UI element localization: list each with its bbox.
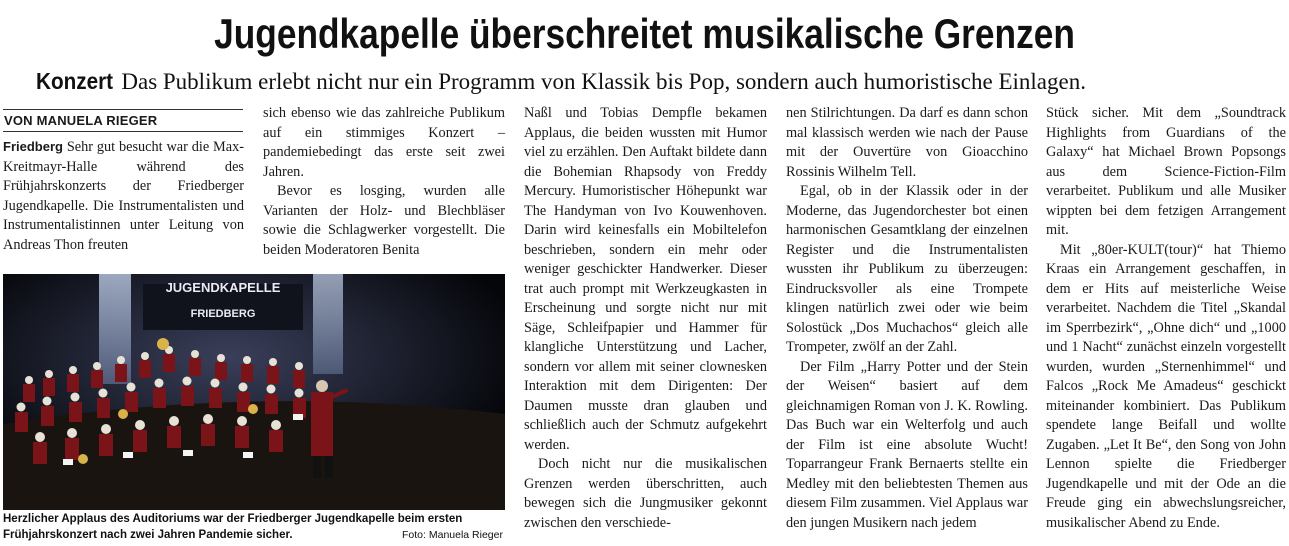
banner-line-1: JUGENDKAPELLE <box>165 280 281 295</box>
column-4 <box>786 104 1028 533</box>
subheadline <box>36 66 1276 97</box>
paragraph: sich ebenso wie das zahlreiche Publikum auf ein stimmiges Konzert – pandemiebedingt das erste seit zwei Jahren. <box>263 105 505 180</box>
paragraph <box>3 137 244 255</box>
byline: VON MANUELA RIEGER <box>4 113 158 128</box>
paragraph: Bevor es losging, wurden alle Varianten der Holz- und Blechbläser sowie die Schlagwerker vorgestellt. Die beiden Moderatoren Benita <box>263 183 505 258</box>
kicker: Konzert <box>36 68 114 94</box>
byline-rule-top <box>3 109 243 110</box>
photo-credit: Foto: Manuela Rieger <box>402 529 503 541</box>
column-5 <box>1046 104 1286 533</box>
paragraph: Mit „80er-KULT(tour)“ hat Thiemo Kraas ein Arrangement geschaffen, in dem er Hits auf meisterliche Weise verarbeitet. Nachdem die Titel „Skandal im Sperrbezirk“, „Ohne dich“ und „1000 und 1 Nacht“ zunächst einzeln vorgestellt wurden, wurden „Sternenhimmel“ und Falcos „Rock Me Amadeus“ geschickt miteinander kombiniert. Das Publikum spendete lange Beifall und wollte Zugaben. „Let It Be“, den Song von John Lennon spielte die Friedberger Jugendkapelle und mit der Ode an die Freude ging ein abwechslungsreicher, musikalischer Abend zu Ende. <box>1046 241 1286 531</box>
caption-text: Herzlicher Applaus des Auditoriums war der Friedberger Jugendkapelle beim ersten Frühjahrskonzert nach zwei Jahren Pandemie sicher. <box>3 513 463 541</box>
paragraph: nen Stilrichtungen. Da darf es dann schon mal klassisch werden wie nach der Pause mit der Ouvertüre von Gioacchino Rossinis Wilhelm Tell. <box>786 105 1028 180</box>
paragraph: Naßl und Tobias Dempfle bekamen Applaus, die beiden wussten mit Humor viel zu erzählen. Den Auftakt bildete dann die Bohemian Rhapsody von Freddy Mercury. Humoristischer Höhepunkt war The Handyman von Ivo Kouwenhoven. Darin wird keinesfalls ein Mobiltelefon beschrieben, sondern ein mehr oder weniger geschickter Handwerker. Dieser trat auch prompt mit Werkzeugkasten in Erscheinung und sorgte nicht nur mit Säge, Schleifpapier und Hammer für klangliche Unterstützung und Lacher, sondern vor allem mit seiner clownesken Interaktion mit dem Dirigenten: Der Daumen musste dran glauben und schließlich auch der Schmutz aufgekehrt werden. <box>524 105 767 453</box>
column-3 <box>524 104 767 533</box>
column-1 <box>3 137 244 255</box>
column-2 <box>263 104 505 260</box>
paragraph: Doch nicht nur die musikalischen Grenzen werden überschritten, auch bewegen sich die Jungmusiker gekonnt zwischen den verschiede- <box>524 456 767 531</box>
paragraph: Der Film „Harry Potter und der Stein der Weisen“ basiert auf dem gleichnamigen Roman von J. K. Rowling. Das Buch war ein Welterfolg und auch der Film ist eine absolute Wucht! Toparrangeur Frank Bernaerts stellte ein Medley mit den beliebtesten Themen aus diesem Film zusammen. Viel Applaus war den jungen Musikern nach jedem <box>786 358 1028 531</box>
dateline: Friedberg <box>3 139 63 154</box>
concert-photo <box>3 274 505 510</box>
byline-rule-bottom <box>3 131 243 132</box>
concert-photo-illustration <box>3 274 505 510</box>
headline: Jugendkapelle überschreitet musikalische Grenzen <box>214 10 1075 57</box>
paragraph-text: Sehr gut besucht war die Max-Kreitmayr-Halle während des Frühjahrskonzerts der Friedberger Jugendkapelle. Die Instrumentalisten und Instrumentalistinnen unter Leitung von Andreas Thon freuten <box>3 139 244 253</box>
subheadline-text: Das Publikum erlebt nicht nur ein Programm von Klassik bis Pop, sondern auch humoristische Einlagen. <box>121 69 1086 94</box>
paragraph: Egal, ob in der Klassik oder in der Moderne, das Jugendorchester bot einen harmonischen Gesamtklang der einzelnen Register und die Instrumentalisten wussten ihr Publikum zu überzeugen: Eindrucksvoller als eine Trompete klingen natürlich zwei oder wie beim Solostück „Dos Muchachos“ gleich alle Trompeter, zwölf an der Zahl. <box>786 183 1028 355</box>
paragraph: Stück sicher. Mit dem „Soundtrack Highlights from Guardians of the Galaxy“ hat Michael Brown Popsongs aus dem Science-Fiction-Film verarbeitet. Publikum und alle Musiker wippten bei dem fetzigen Arrangement mit. <box>1046 105 1286 238</box>
banner-line-2: FRIEDBERG <box>190 308 256 320</box>
photo-caption <box>3 511 505 543</box>
